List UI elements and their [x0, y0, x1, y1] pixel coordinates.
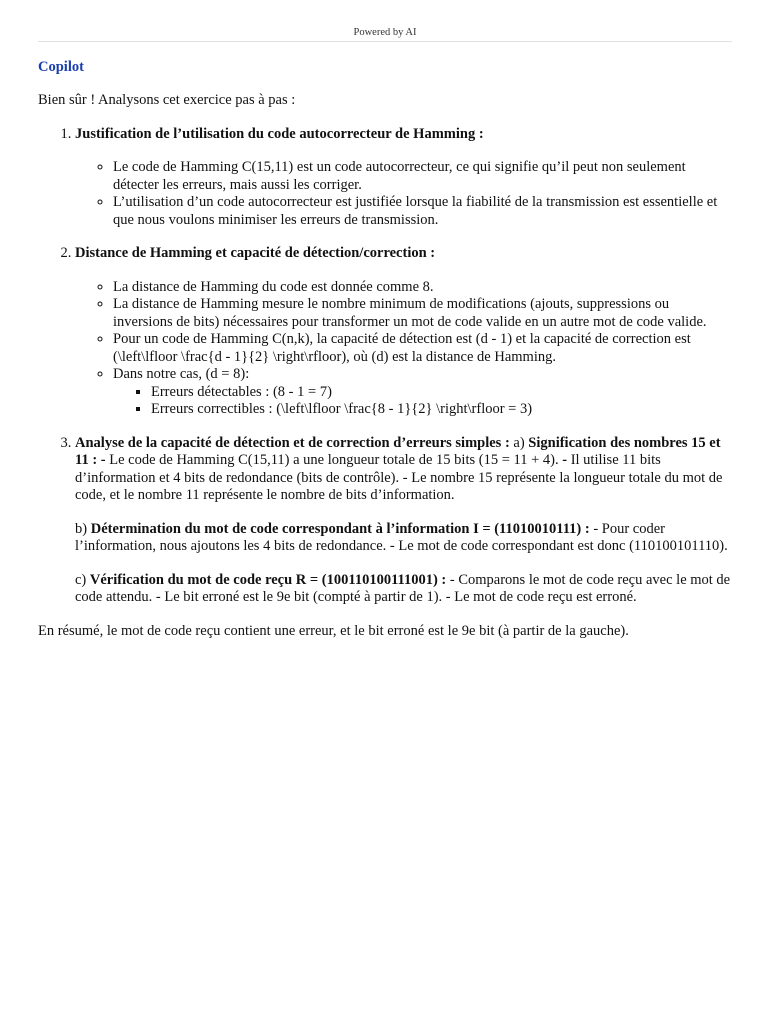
summary-text: En résumé, le mot de code reçu contient une erreur, et le bit erroné est le 9e bit (à partir de la gauche).	[38, 622, 629, 639]
section-2-title: Distance de Hamming et capacité de détection/correction :	[75, 245, 436, 261]
section-3-part-c	[75, 572, 732, 607]
section-1	[75, 126, 732, 230]
part-a-text-continued: Il utilise 11 bits d’information et 4 bits de redondance (bits de contrôle). - Le nombre 15 représente la longueur totale du mot de code, et le nombre 11 représente le nombre de bits d’information.	[75, 452, 723, 503]
part-a-heading: Signification des nombres 15 et 11 : -	[75, 434, 721, 468]
section-2	[75, 245, 732, 419]
part-c-text: - Comparons le mot de code reçu avec le mot de code attendu. - Le bit erroné est le 9e bit (compté à partir de 1). - Le mot de code reçu est erroné.	[75, 571, 731, 605]
part-b-heading: Détermination du mot de code correspondant à l’information I = (11010010111) :	[90, 520, 590, 537]
section-1-title: Justification de l’utilisation du code autocorrecteur de Hamming :	[75, 125, 484, 142]
section-2-sublist	[113, 384, 732, 419]
part-a-text: Le code de Hamming C(15,11) a une longueur totale de 15 bits (15 = 11 + 4).	[105, 452, 563, 468]
list-item: ▪ Erreurs détectables : (8 - 1 = 7)	[151, 384, 732, 402]
response-body	[38, 92, 732, 640]
section-3-part-b	[75, 521, 732, 556]
list-item: ◦ Le code de Hamming C(15,11) est un code autocorrecteur, ce qui signifie qu’il peut non seulement détecter les erreurs, mais aussi les corriger.	[113, 159, 732, 194]
part-b-text: - Pour coder l’information, nous ajoutons les 4 bits de redondance. - Le mot de code correspondant est donc (110100101110).	[75, 520, 728, 554]
part-a-prefix: a)	[509, 434, 529, 451]
list-item: ◦ L’utilisation d’un code autocorrecteur est justifiée lorsque la fiabilité de la transmission est essentielle et que nous voulons minimiser les erreurs de transmission.	[113, 194, 732, 229]
header-divider	[38, 41, 732, 42]
copilot-brand: Copilot	[38, 59, 84, 75]
intro-text: Bien sûr ! Analysons cet exercice pas à pas :	[38, 92, 296, 108]
section-2-list	[75, 279, 732, 419]
main-list	[38, 126, 732, 607]
section-3-title: Analyse de la capacité de détection et de correction d’erreurs simples :	[75, 434, 510, 451]
part-c-prefix: c)	[75, 571, 90, 588]
section-3-part-a	[75, 435, 732, 505]
section-3	[75, 435, 732, 607]
list-item: ◦ Pour un code de Hamming C(n,k), la capacité de détection est (d - 1) et la capacité de correction est (\left\lfloor \frac{d - 1}{2} \right\rfloor), où (d) est la distance de Hamming.	[113, 331, 732, 366]
list-item: ▪ Erreurs correctibles : (\left\lfloor \frac{8 - 1}{2} \right\rfloor = 3)	[151, 401, 732, 419]
list-item: ◦ La distance de Hamming du code est donnée comme 8.	[113, 279, 732, 297]
part-b-prefix: b)	[75, 520, 91, 537]
list-item-text: Dans notre cas, (d = 8):	[113, 366, 250, 382]
powered-by-label: Powered by AI	[353, 27, 417, 38]
section-1-list	[75, 159, 732, 229]
part-a-dash: -	[562, 452, 568, 468]
part-c-heading: Vérification du mot de code reçu R = (100110100111001) :	[89, 571, 447, 588]
list-item	[113, 366, 732, 419]
list-item: ◦ La distance de Hamming mesure le nombre minimum de modifications (ajouts, suppressions ou inversions de bits) nécessaires pour transformer un mot de code valide en un autre mot de code valide.	[113, 296, 732, 331]
